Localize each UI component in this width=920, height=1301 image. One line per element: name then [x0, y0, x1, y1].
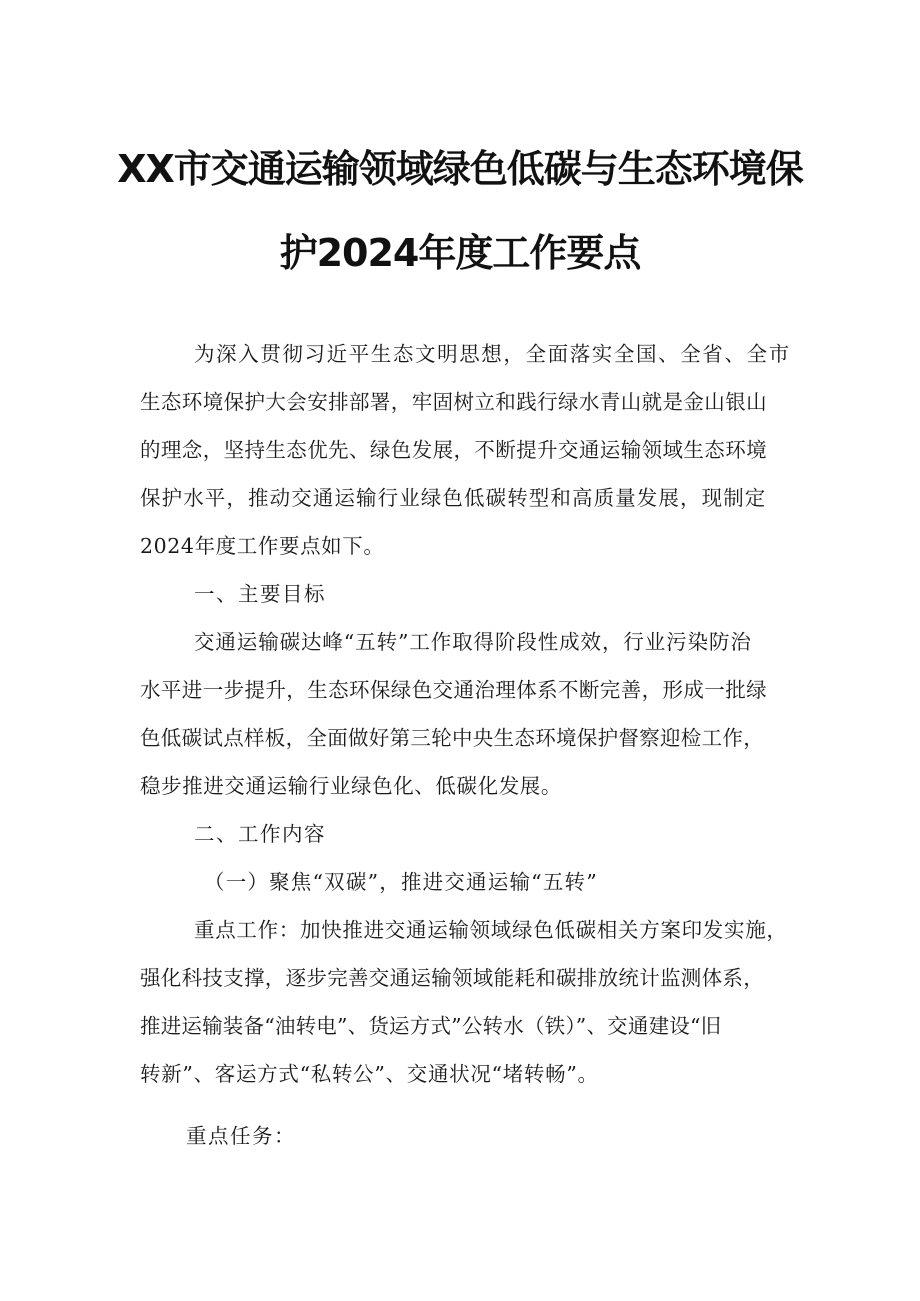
document-title-line-1: XX市交通运输领域绿色低碳与生态环境保 [117, 147, 803, 191]
key-work-line-3: 推进运输装备“油转电”、货运方式”公转水（铁）”、交通建设“旧 [140, 1014, 722, 1038]
goals-line-4: 稳步推进交通运输行业绿色化、低碳化发展。 [140, 774, 562, 798]
key-work-line-4: 转新”、客运方式“私转公”、交通状况“堵转畅”。 [140, 1062, 599, 1086]
subheading-dual-carbon: （一）聚焦“双碳”，推进交通运输“五转” [204, 870, 598, 894]
goals-line-2: 水平进一步提升，生态环保绿色交通治理体系不断完善，形成一批绿 [140, 678, 767, 702]
intro-line-1: 为深入贯彻习近平生态文明思想，全面落实全国、全省、全市 [194, 342, 791, 366]
heading-work-content: 二、工作内容 [194, 822, 326, 846]
heading-main-goals: 一、主要目标 [194, 582, 326, 606]
key-work-line-2: 强化科技支撑，逐步完善交通运输领域能耗和碳排放统计监测体系， [140, 966, 764, 990]
heading-key-tasks: 重点任务： [186, 1124, 296, 1148]
goals-line-3: 色低碳试点样板，全面做好第三轮中央生态环境保护督察迎检工作， [140, 726, 764, 750]
intro-line-5: 2024年度工作要点如下。 [140, 534, 385, 558]
key-work-line-1: 重点工作：加快推进交通运输领域绿色低碳相关方案印发实施， [194, 918, 788, 942]
intro-line-4: 保护水平，推动交通运输行业绿色低碳转型和高质量发展，现制定 [140, 486, 767, 510]
intro-line-3: 的理念，坚持生态优先、绿色发展，不断提升交通运输领域生态环境 [140, 438, 767, 462]
intro-line-2: 生态环境保护大会安排部署，牢固树立和践行绿水青山就是金山银山 [140, 390, 767, 414]
goals-line-1: 交通运输碳达峰“五转”工作取得阶段性成效，行业污染防治 [194, 630, 752, 654]
document-title-line-2: 护2024年度工作要点 [279, 231, 641, 275]
